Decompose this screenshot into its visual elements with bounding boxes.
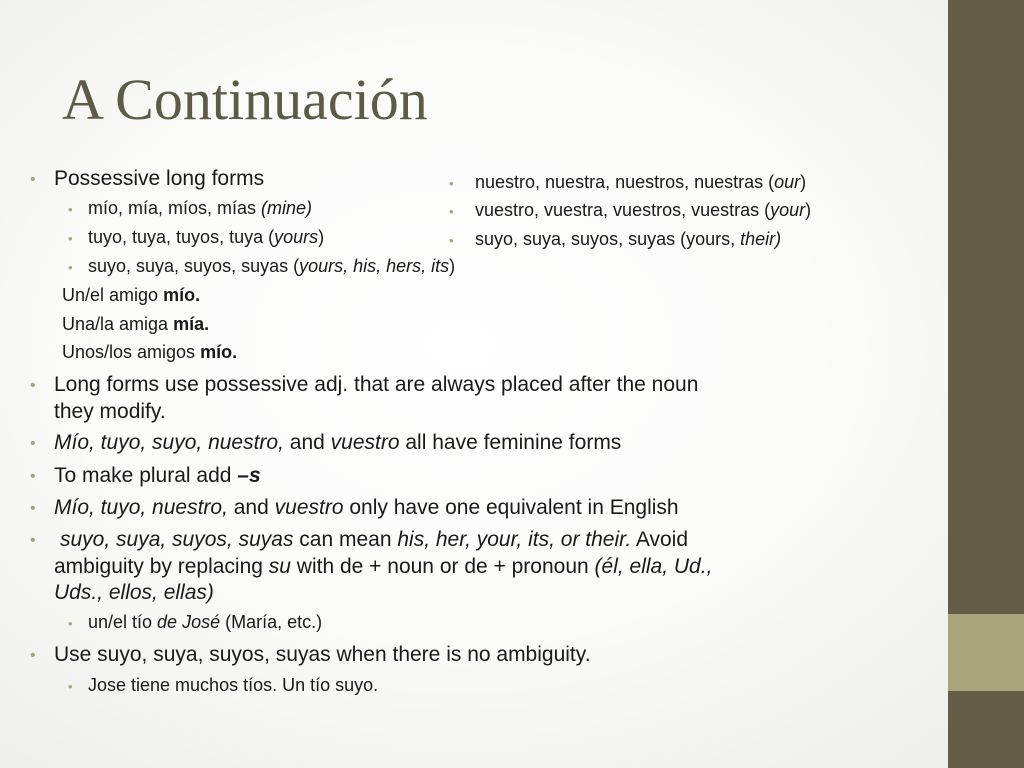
- italic-text: vuestro: [330, 431, 400, 454]
- italic-text: suyo, suya, suyos, suyas: [60, 528, 294, 551]
- bullet-dot: •: [30, 532, 36, 549]
- paren-close: ): [449, 256, 456, 276]
- italic-text: Mío, tuyo, nuestro,: [54, 496, 228, 519]
- italic-text: Mío, tuyo, suyo, nuestro,: [54, 431, 284, 454]
- bullet-text: Possessive long forms: [54, 167, 265, 190]
- example-text: Unos/los amigos: [62, 342, 201, 362]
- forms-text: vuestro, vuestra, vuestros, vuestras (: [475, 200, 771, 220]
- forms-text: mío, mía, míos, mías: [88, 198, 257, 218]
- text: (María, etc.): [220, 612, 323, 632]
- subbullet-jose: [68, 675, 379, 697]
- slide-title: A Continuación: [62, 67, 428, 132]
- bullet-ambiguity-line3: [54, 580, 214, 605]
- gloss-text: your: [770, 200, 806, 220]
- bullet-ambiguity-line2: [54, 554, 712, 579]
- subbullet-tio: [68, 612, 323, 634]
- forms-text: tuyo, tuya, tuyos, tuya (: [88, 227, 275, 247]
- bullet-dot: •: [30, 435, 36, 452]
- bullet-text: they modify.: [54, 400, 166, 423]
- example-bold: mío.: [200, 342, 238, 362]
- bold-italic-text: –s: [237, 464, 261, 487]
- right-bullet-your: [449, 200, 812, 222]
- forms-text: suyo, suya, suyos, suyas (yours,: [475, 229, 741, 249]
- bullet-use-suyo: [30, 642, 591, 667]
- bullet-dot: •: [30, 500, 36, 517]
- subbullet-mine: [68, 198, 313, 220]
- example-amigos: [62, 342, 237, 364]
- italic-text: su: [268, 555, 291, 578]
- bullet-dot: •: [68, 616, 73, 631]
- example-amigo: [62, 285, 200, 307]
- bullet-possessive-long-forms: [30, 166, 265, 191]
- paren-close: ): [805, 200, 812, 220]
- text: with de + noun or de + pronoun: [290, 555, 595, 578]
- example-amiga: [62, 314, 209, 336]
- example-text: Un/el amigo: [62, 285, 164, 305]
- bullet-dot: •: [30, 171, 36, 188]
- gloss-text: our: [774, 172, 801, 192]
- example-bold: mío.: [163, 285, 201, 305]
- bullet-one-equivalent: [30, 495, 679, 520]
- text: ambiguity by replacing: [54, 555, 269, 578]
- text: only have one equivalent in English: [343, 496, 679, 519]
- gloss-text: their): [740, 229, 782, 249]
- italic-text: his, her, your, its, or their.: [397, 528, 632, 551]
- bullet-dot: •: [68, 679, 73, 694]
- bullet-placed-after-cont: [54, 399, 166, 424]
- text: un/el tío: [88, 612, 158, 632]
- text: Avoid: [631, 528, 689, 551]
- bullet-dot: •: [30, 468, 36, 485]
- text: and: [227, 496, 275, 519]
- bullet-dot: •: [68, 202, 73, 217]
- paren-close: ): [800, 172, 807, 192]
- bullet-dot: •: [30, 377, 36, 394]
- gloss-text: yours, his, hers, its: [299, 256, 450, 276]
- text: all have feminine forms: [399, 431, 622, 454]
- example-bold: mía.: [173, 314, 210, 334]
- gloss-text: yours: [274, 227, 319, 247]
- bullet-dot: •: [449, 204, 454, 219]
- side-accent: [948, 614, 1024, 691]
- bullet-feminine-forms: [30, 430, 622, 455]
- bullet-placed-after: [30, 372, 699, 397]
- text: Jose tiene muchos tíos. Un tío suyo.: [88, 675, 379, 695]
- bullet-dot: •: [30, 647, 36, 664]
- gloss-text: (mine): [261, 198, 313, 218]
- bullet-dot: •: [449, 233, 454, 248]
- bullet-dot: •: [68, 231, 73, 246]
- subbullet-yours: [68, 227, 325, 249]
- bullet-text: Long forms use possessive adj. that are always placed after the noun: [54, 373, 699, 396]
- text: To make plural add: [54, 464, 238, 487]
- forms-text: suyo, suya, suyos, suyas (: [88, 256, 300, 276]
- bullet-ambiguity: [30, 527, 689, 552]
- italic-text: (él, ella, Ud.,: [594, 555, 713, 578]
- bullet-plural: [30, 463, 261, 488]
- subbullet-his: [68, 256, 456, 278]
- bullet-dot: •: [449, 176, 454, 191]
- italic-text: Uds., ellos, ellas): [54, 581, 214, 604]
- right-bullet-their: [449, 229, 782, 251]
- italic-text: vuestro: [274, 496, 344, 519]
- forms-text: nuestro, nuestra, nuestros, nuestras (: [475, 172, 775, 192]
- text: and: [283, 431, 331, 454]
- right-bullet-our: [449, 172, 807, 194]
- text: can mean: [293, 528, 398, 551]
- example-text: Una/la amiga: [62, 314, 174, 334]
- paren-close: ): [318, 227, 325, 247]
- italic-text: de José: [157, 612, 221, 632]
- bullet-dot: •: [68, 260, 73, 275]
- bullet-text: Use suyo, suya, suyos, suyas when there is no ambiguity.: [54, 643, 591, 666]
